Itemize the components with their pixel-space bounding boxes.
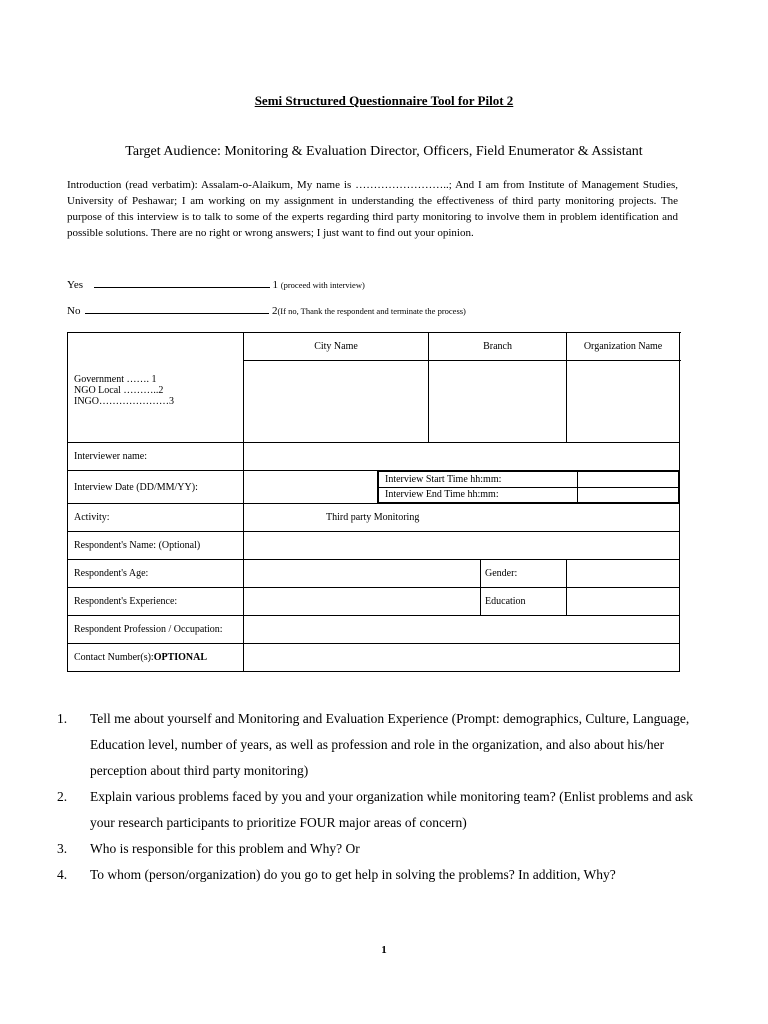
contact-number-field[interactable] — [244, 644, 680, 672]
consent-no-line — [67, 303, 466, 317]
gender-field[interactable] — [567, 560, 680, 588]
org-type-government: Government ……. 1 — [74, 374, 157, 385]
contact-optional-text: OPTIONAL — [153, 652, 208, 663]
consent-no-note: (If no, Thank the respondent and terminate the process) — [277, 306, 466, 316]
question-number: 3. — [57, 841, 68, 856]
education-label: Education — [481, 588, 567, 616]
question-text: Explain various problems faced by you and your organization while monitoring team? (Enlist problems and ask your research participants to prioritize FOUR major areas of concern) — [90, 789, 693, 830]
introduction-paragraph: Introduction (read verbatim): Assalam-o-Alaikum, My name is ……………………..; And I am from Institute of Management Studies, University of Peshawar; I am working on my assignment in understanding the effectiveness of third party monitoring projects. The purpose of this interview is to talk to some of the experts regarding third party monitoring to involve them in problem identification and possible solutions. There are no right or wrong answers; I just want to find out your opinion. — [67, 179, 678, 239]
question-text: Who is responsible for this problem and Why? Or — [90, 841, 360, 856]
activity-label: Activity: — [68, 504, 244, 532]
contact-number-label — [68, 644, 244, 672]
city-name-header: City Name — [244, 333, 429, 361]
org-type-ngo-local: NGO Local ………..2 — [74, 385, 164, 396]
target-audience: Target Audience: Monitoring & Evaluation Director, Officers, Field Enumerator & Assistant — [125, 144, 643, 159]
branch-header: Branch — [429, 333, 567, 361]
consent-no-blank[interactable] — [85, 303, 269, 314]
respondent-age-label: Respondent's Age: — [68, 560, 244, 588]
question-number: 4. — [57, 867, 68, 882]
org-type-ingo: INGO…………………3 — [74, 396, 174, 407]
branch-field[interactable] — [429, 361, 567, 443]
consent-no-label: No — [67, 305, 81, 317]
interview-time-cell — [378, 471, 680, 504]
consent-yes-blank[interactable] — [94, 277, 270, 288]
consent-no-code: 2 — [271, 305, 278, 317]
consent-yes-note: (proceed with interview) — [280, 280, 365, 290]
city-name-field[interactable] — [244, 361, 429, 443]
interview-start-time-field[interactable] — [578, 472, 679, 488]
question-text: Tell me about yourself and Monitoring and Evaluation Experience (Prompt: demographics, Culture, Language, Education level, number of years, as well as profession and role in the organization, and also about his/her perception about third party monitoring) — [90, 711, 690, 778]
education-field[interactable] — [567, 588, 680, 616]
question-list — [57, 706, 697, 888]
interviewer-name-label: Interviewer name: — [68, 443, 244, 471]
organization-name-field[interactable] — [567, 361, 680, 443]
organization-name-header: Organization Name — [567, 333, 680, 361]
page-number: 1 — [381, 944, 387, 956]
interview-date-field[interactable] — [244, 471, 378, 504]
question-item — [57, 862, 697, 888]
consent-yes-label: Yes — [67, 279, 84, 291]
question-item — [57, 706, 697, 784]
question-number: 1. — [57, 711, 68, 726]
respondent-profession-label: Respondent Profession / Occupation: — [68, 616, 244, 644]
consent-yes-line — [67, 277, 365, 291]
question-item — [57, 836, 697, 862]
activity-value: Third party Monitoring — [244, 504, 680, 532]
question-text: To whom (person/organization) do you go to get help in solving the problems? In addition, Why? — [90, 867, 616, 882]
page-title: Semi Structured Questionnaire Tool for Pilot 2 — [254, 93, 514, 108]
interview-end-time-field[interactable] — [578, 487, 679, 503]
respondent-profession-field[interactable] — [244, 616, 680, 644]
contact-number-text: Contact Number(s): — [74, 652, 154, 663]
consent-yes-code: 1 — [272, 279, 279, 291]
question-number: 2. — [57, 789, 68, 804]
respondent-name-field[interactable] — [244, 532, 680, 560]
respondent-age-field[interactable] — [244, 560, 481, 588]
respondent-experience-field[interactable] — [244, 588, 481, 616]
respondent-info-table — [67, 332, 680, 672]
respondent-name-label: Respondent's Name: (Optional) — [68, 532, 244, 560]
interview-end-time-label: Interview End Time hh:mm: — [379, 487, 578, 503]
org-type-cell — [68, 333, 244, 443]
interview-start-time-label: Interview Start Time hh:mm: — [379, 472, 578, 488]
question-item — [57, 784, 697, 836]
respondent-experience-label: Respondent's Experience: — [68, 588, 244, 616]
gender-label: Gender: — [481, 560, 567, 588]
interview-date-label: Interview Date (DD/MM/YY): — [68, 471, 244, 504]
interviewer-name-field[interactable] — [244, 443, 680, 471]
